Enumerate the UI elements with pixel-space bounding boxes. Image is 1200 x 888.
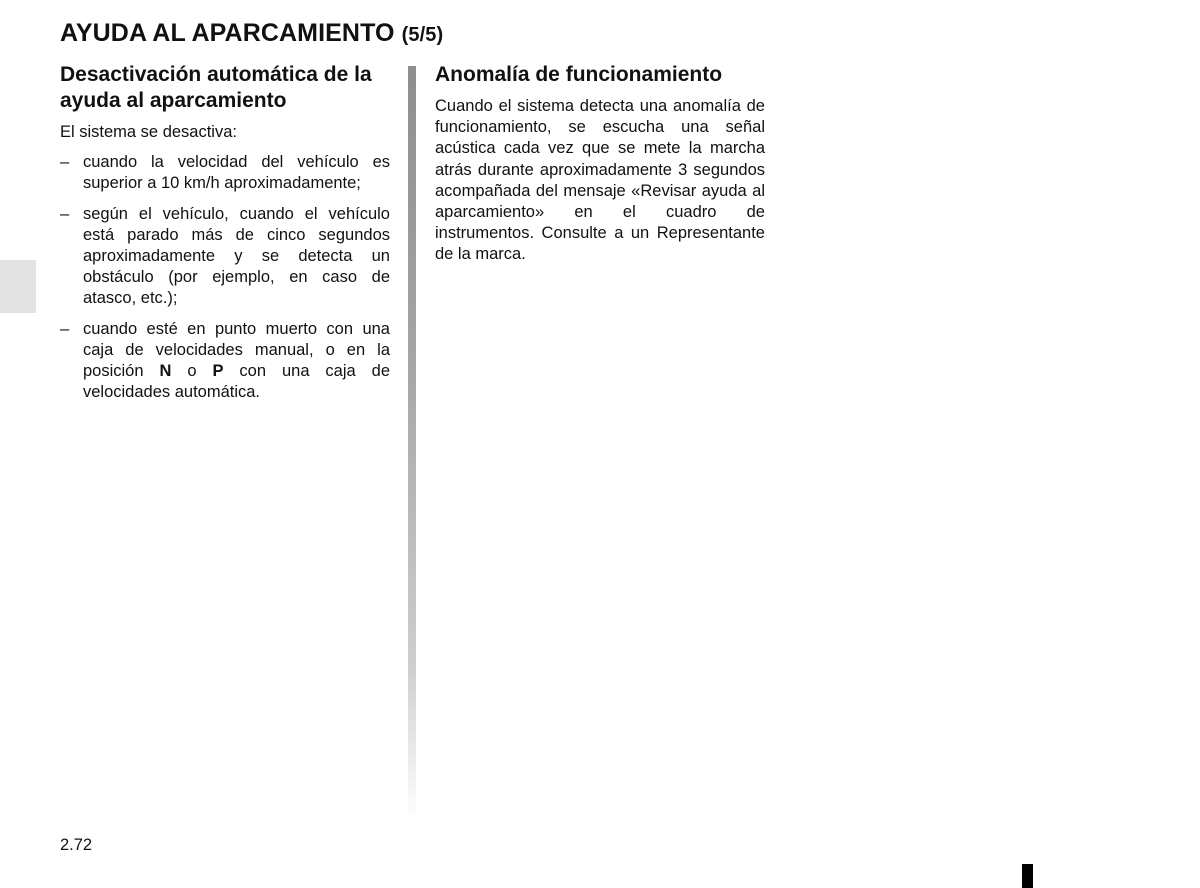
auto-deactivation-section (60, 62, 390, 412)
malfunction-body: Cuando el sistema detecta una anomalía de funcionamiento, se escucha una señal acústica cada vez que se mete la marcha atrás durante aproximadamente 3 segundos acompañada del mensaje «Revisar ayuda al aparcamiento» en el cuadro de instrumentos. Consulte a un Representante de la marca. (435, 97, 765, 264)
list-item-text-part: con una caja de velocidades automática. (83, 362, 390, 402)
list-item (60, 319, 390, 404)
auto-deactivation-intro: El sistema se desactiva: (60, 123, 237, 141)
malfunction-heading: Anomalía de funcionamiento (435, 63, 723, 86)
bullet-dash: – (60, 204, 70, 223)
list-item (60, 204, 390, 310)
list-item-text: según el vehículo, cuando el vehículo está parado más de cinco segundos aproximadamente y se detecta un obstáculo (por ejemplo, en caso de atasco, etc.); (83, 204, 390, 308)
page-title (60, 19, 443, 48)
page-title-part: (5/5) (401, 24, 444, 46)
list-item-text: cuando la velocidad del vehículo es superior a 10 km/h aproximadamente; (83, 153, 390, 193)
chapter-tab-marker (0, 260, 36, 313)
list-item-text (83, 320, 390, 402)
page-corner-marker (1022, 864, 1033, 888)
column-divider (408, 66, 416, 820)
deactivation-conditions-list (60, 152, 390, 403)
list-item (60, 152, 390, 194)
page-title-text: AYUDA AL APARCAMIENTO (60, 19, 395, 47)
page-number: 2.72 (60, 836, 93, 854)
gear-position-n: N (159, 362, 172, 381)
malfunction-section (435, 62, 765, 266)
bullet-dash: – (60, 319, 70, 338)
auto-deactivation-heading: Desactivación automática de la ayuda al aparcamiento (60, 63, 372, 112)
gear-position-p: P (212, 362, 224, 381)
list-item-text-part: o (171, 362, 213, 381)
bullet-dash: – (60, 153, 70, 172)
list-item-text-part: cuando esté en punto muerto con una caja de velocidades manual, o en la posición (83, 319, 390, 381)
